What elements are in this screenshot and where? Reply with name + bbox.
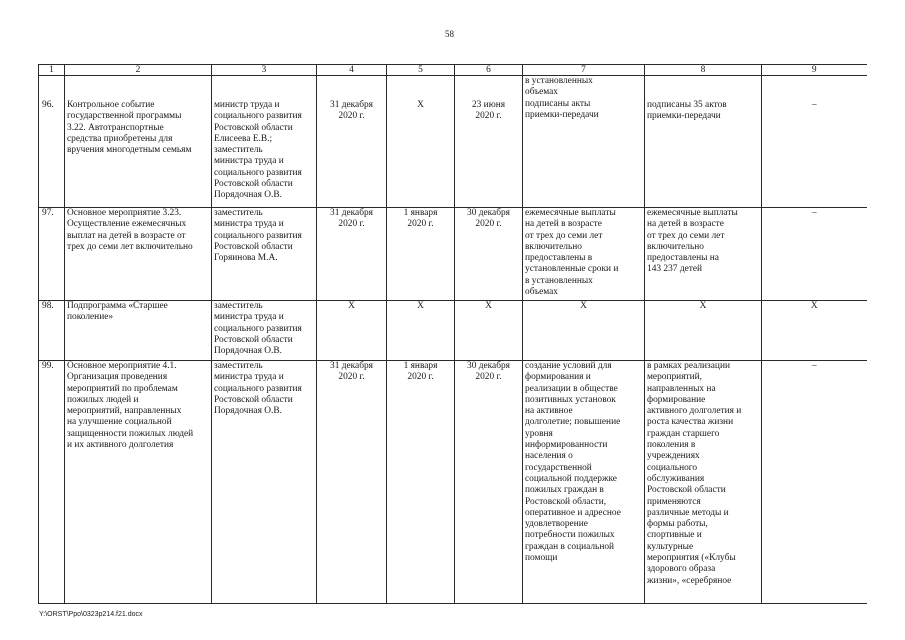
plan-end-date: Х: [317, 301, 387, 361]
previous-row-continuation: в установленных объемах: [525, 76, 593, 98]
plan-end-date: 31 декабря 2020 г.: [317, 361, 387, 604]
planned-result: ежемесячные выплаты на детей в возрасте от трех до семи лет включительно предоставлены в установленные сроки и в установленных объемах: [523, 208, 645, 301]
planned-result: [523, 76, 645, 208]
subprogram-name: Подпрограмма «Старшее поколение»: [65, 301, 212, 361]
fact-start-date: 1 января 2020 г.: [387, 361, 455, 604]
report-table-wrapper: [38, 64, 866, 604]
table-row-96: [39, 76, 867, 208]
col-number-1: 1: [39, 65, 65, 76]
fact-start-date: Х: [387, 76, 455, 208]
footer-file-path: Y:\ORST\Ppo\0323p214.f21.docx: [39, 611, 143, 618]
row-number: 97.: [39, 208, 65, 301]
fact-end-date: 30 декабря 2020 г.: [455, 361, 523, 604]
actual-result: в рамках реализации мероприятий, направленных на формирование активного долголетия и роста качества жизни граждан старшего поколения в учреждениях социального обслуживания Ростовской области применяются различные методы и формы работы, спортивные и культурные мероприятия («Клубы здорового образа жизни», «серебряное: [645, 361, 762, 604]
plan-end-date: 31 декабря 2020 г.: [317, 76, 387, 208]
fact-end-date: 23 июня 2020 г.: [455, 76, 523, 208]
col-number-5: 5: [387, 65, 455, 76]
col-number-7: 7: [523, 65, 645, 76]
plan-end-date: 31 декабря 2020 г.: [317, 208, 387, 301]
planned-result-text: подписаны акты приемки-передачи: [525, 98, 599, 120]
page-number: 58: [445, 29, 454, 39]
report-table: [38, 64, 867, 604]
actual-result: ежемесячные выплаты на детей в возрасте от трех до семи лет включительно предоставлены на 143 237 детей: [645, 208, 762, 301]
planned-result: Х: [523, 301, 645, 361]
actual-result: подписаны 35 актов приемки-передачи: [645, 76, 762, 208]
fact-start-date: Х: [387, 301, 455, 361]
col-number-8: 8: [645, 65, 762, 76]
fact-start-date: 1 января 2020 г.: [387, 208, 455, 301]
row-number: 99.: [39, 361, 65, 604]
fact-end-date: 30 декабря 2020 г.: [455, 208, 523, 301]
responsible-person: министр труда и социального развития Ростовской области Елисеева Е.В.; заместитель министра труда и социального развития Ростовской области Порядочная О.В.: [212, 76, 317, 208]
note: Х: [762, 301, 867, 361]
note: –: [762, 76, 867, 208]
event-name: Основное мероприятие 4.1. Организация проведения мероприятий по проблемам пожилых людей и мероприятий, направленных на улучшение социальной защищенности пожилых людей и их активного долголетия: [65, 361, 212, 604]
event-name: Основное мероприятие 3.23. Осуществление ежемесячных выплат на детей в возрасте от трех до семи лет включительно: [65, 208, 212, 301]
col-number-4: 4: [317, 65, 387, 76]
responsible-person: заместитель министра труда и социального развития Ростовской области Порядочная О.В.: [212, 301, 317, 361]
col-number-6: 6: [455, 65, 523, 76]
actual-result: Х: [645, 301, 762, 361]
table-row-99: [39, 361, 867, 604]
responsible-person: заместитель министра труда и социального развития Ростовской области Горяинова М.А.: [212, 208, 317, 301]
note: –: [762, 208, 867, 301]
table-row-98: [39, 301, 867, 361]
column-number-row: [39, 65, 867, 76]
planned-result: создание условий для формирования и реализации в обществе позитивных установок на активное долголетие; повышение уровня информированности населения о государственной социальной поддержке пожилых граждан в Ростовской области, оперативное и адресное удовлетворение потребности пожилых граждан в социальной помощи: [523, 361, 645, 604]
col-number-9: 9: [762, 65, 867, 76]
row-number: 96.: [39, 76, 65, 208]
responsible-person: заместитель министра труда и социального развития Ростовской области Порядочная О.В.: [212, 361, 317, 604]
col-number-2: 2: [65, 65, 212, 76]
table-row-97: [39, 208, 867, 301]
row-number: 98.: [39, 301, 65, 361]
event-name: Контрольное событие государственной программы 3.22. Автотранспортные средства приобретены для вручения многодетным семьям: [65, 76, 212, 208]
note: –: [762, 361, 867, 604]
col-number-3: 3: [212, 65, 317, 76]
fact-end-date: Х: [455, 301, 523, 361]
